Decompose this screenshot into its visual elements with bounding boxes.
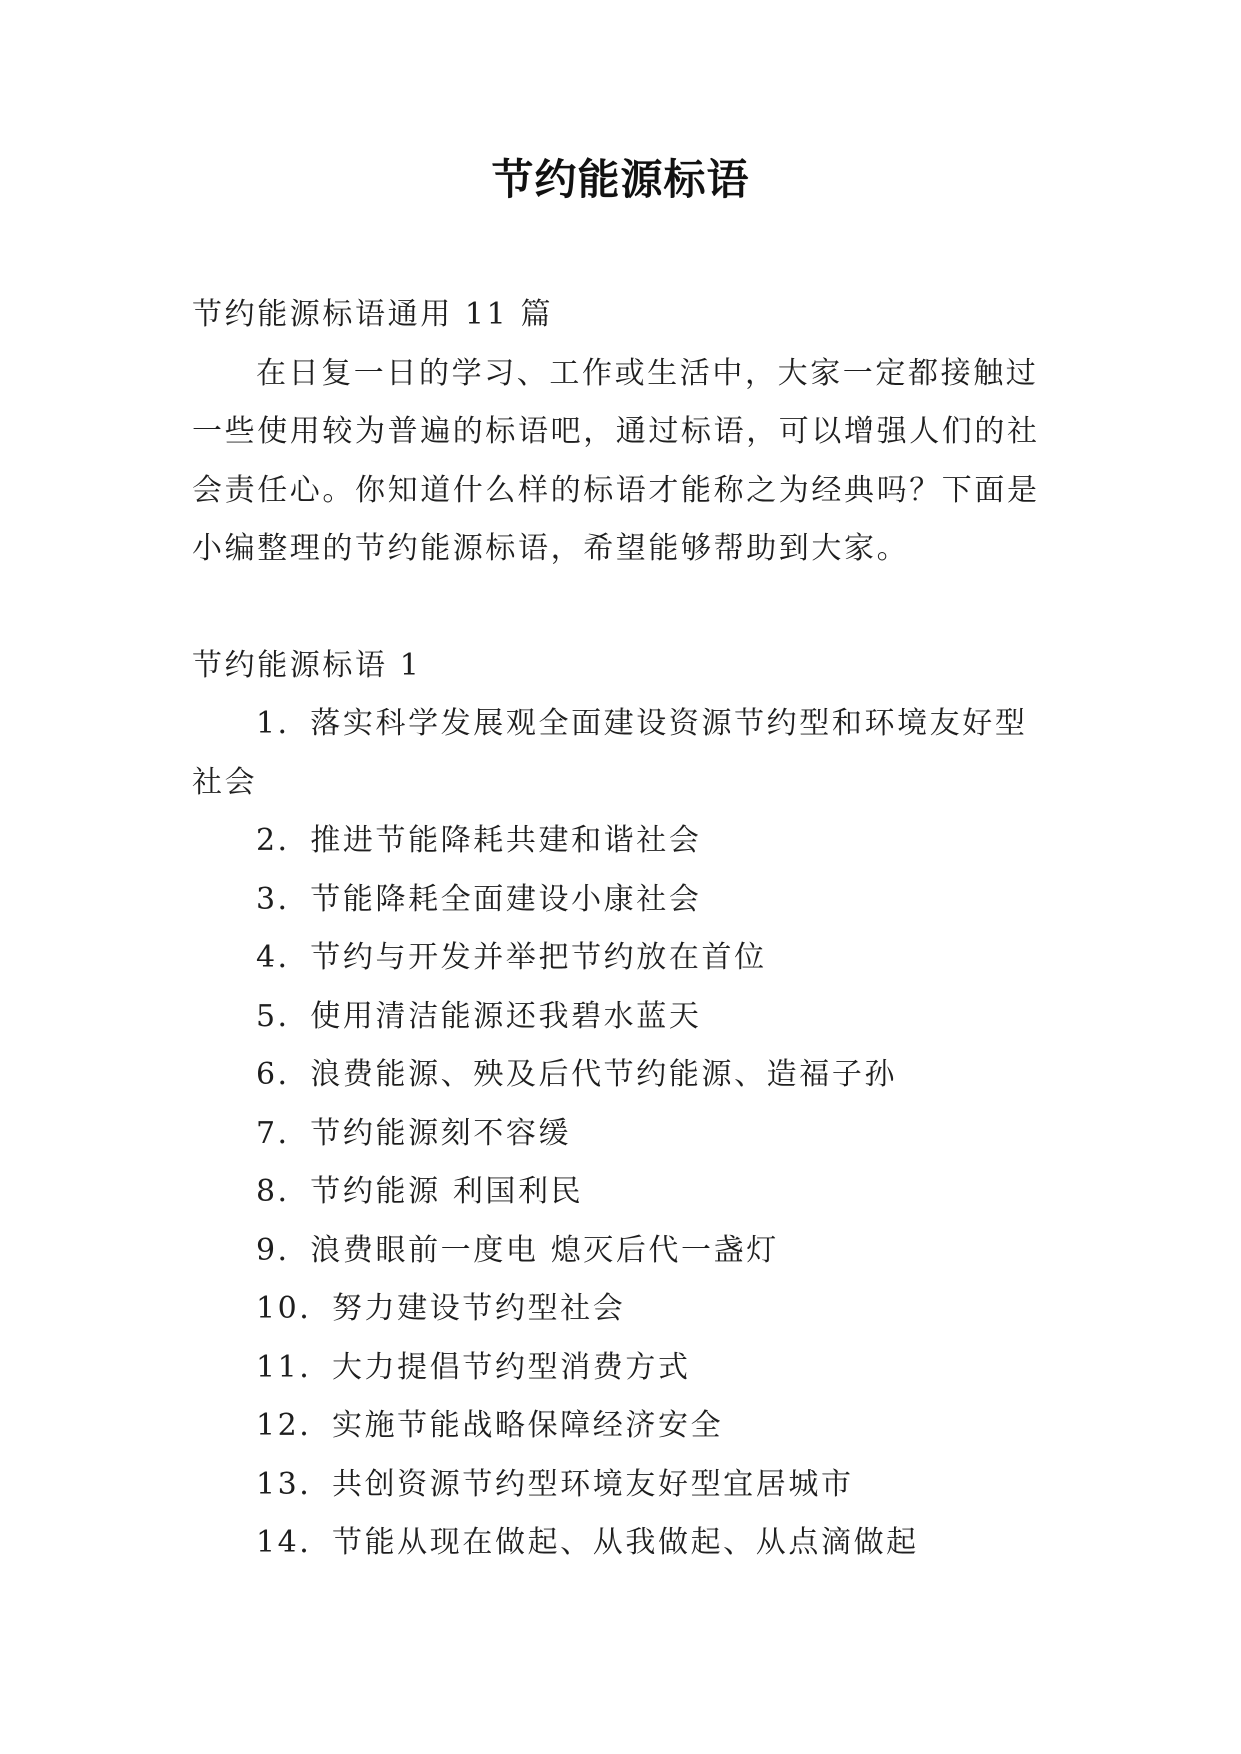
slogan-item: 2．推进节能降耗共建和谐社会 <box>256 823 702 858</box>
section-heading: 节约能源标语 1 <box>192 647 422 683</box>
slogan-item: 6．浪费能源、殃及后代节约能源、造福子孙 <box>256 1057 898 1092</box>
slogan-item: 1．落实科学发展观全面建设资源节约型和环境友好型社会 <box>192 706 1028 800</box>
document-body <box>192 286 1052 1573</box>
intro-paragraph: 在日复一日的学习、工作或生活中，大家一定都接触过一些使用较为普遍的标语吧，通过标语，可以增强人们的社会责任心。你知道什么样的标语才能称之为经典吗？下面是小编整理的节约能源标语，希望能够帮助到大家。 <box>192 355 1040 566</box>
slogan-item: 11．大力提倡节约型消费方式 <box>256 1349 691 1385</box>
slogan-item: 8．节约能源 利国利民 <box>256 1174 584 1209</box>
slogan-item: 13．共创资源节约型环境友好型宜居城市 <box>256 1466 854 1502</box>
slogan-item: 10．努力建设节约型社会 <box>256 1291 626 1326</box>
slogan-item: 3．节能降耗全面建设小康社会 <box>256 881 702 917</box>
page-title: 节约能源标语 <box>491 155 750 204</box>
slogan-item: 14．节能从现在做起、从我做起、从点滴做起 <box>256 1525 919 1560</box>
slogan-item: 5．使用清洁能源还我碧水蓝天 <box>256 998 702 1034</box>
document-subtitle: 节约能源标语通用 11 篇 <box>192 297 554 332</box>
slogan-item: 9．浪费眼前一度电 熄灭后代一盏灯 <box>256 1232 779 1268</box>
slogan-item: 12．实施节能战略保障经济安全 <box>256 1408 724 1443</box>
slogan-item: 7．节约能源刻不容缓 <box>256 1115 572 1151</box>
slogan-item: 4．节约与开发并举把节约放在首位 <box>256 940 767 975</box>
